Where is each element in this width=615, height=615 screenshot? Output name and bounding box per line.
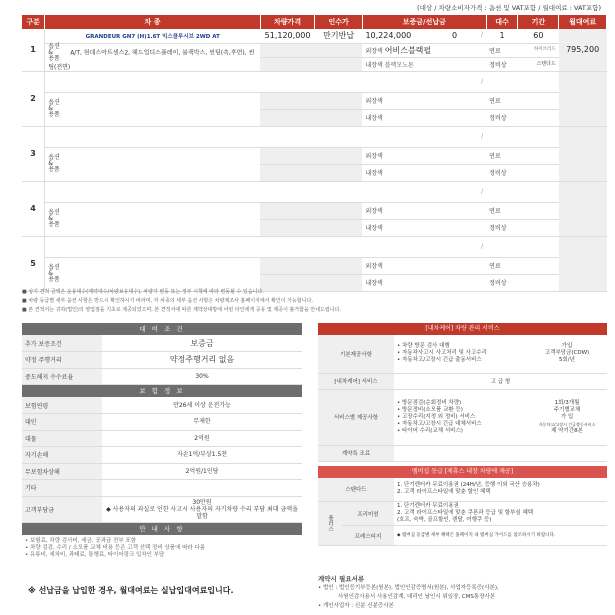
service-title: [내차케어] 차량 관리 서비스 <box>318 323 607 335</box>
table-row <box>22 447 302 464</box>
table-row <box>318 373 607 389</box>
repair-label: 정비상 <box>489 170 507 177</box>
options-cell <box>45 257 261 291</box>
exterior-cell <box>362 202 486 219</box>
table-row <box>22 335 302 352</box>
row-number: 5 <box>22 236 45 291</box>
row-key: [내차케어] 서비스 <box>318 373 394 389</box>
deposit-cell <box>362 236 486 257</box>
repair-cell <box>486 164 559 181</box>
row-value: 만26세 이상 운전가능 <box>102 397 302 414</box>
prepayment-footer-note: ※ 선납금을 납입한 경우, 월대여료는 실납입대여료입니다. <box>28 586 234 595</box>
options-cell <box>45 43 261 71</box>
select-list <box>394 389 527 445</box>
exterior-color: 어비스블랙펄 <box>384 45 432 55</box>
row-value: 약정주행거리 없음 <box>102 352 302 369</box>
deposit-cell <box>362 29 486 43</box>
quantity <box>486 71 518 92</box>
row-key: 추가 보증조건 <box>22 335 102 352</box>
takeover-type <box>315 236 363 257</box>
list-item: • 자동차사고시 사고처리 및 사고수리 <box>397 350 487 357</box>
repair-cell <box>486 219 559 236</box>
term-months <box>518 71 559 92</box>
header-no: 구분 <box>22 15 45 29</box>
list-item: • 방문점검(순회정비 차량) <box>397 399 462 406</box>
table-header-row <box>22 15 607 29</box>
options-label: 옵션 & 용품 <box>48 99 60 118</box>
row-key: 무보험차상해 <box>22 463 102 480</box>
fuel-cell <box>486 202 559 219</box>
list-item: 가 입 <box>560 413 574 420</box>
monthly-fee <box>559 126 607 181</box>
options-cell <box>45 92 261 126</box>
deposit-value: 10,224,000 <box>365 31 412 41</box>
header-monthly: 월대여료 <box>559 15 607 29</box>
exterior-label: 외장색 <box>365 98 383 105</box>
list-item: 2. 고객 라이프스타일에 맞춘 쿠폰과 등급 및 할부심 혜택 <box>397 510 534 516</box>
slash-divider: / <box>481 78 484 85</box>
required-documents <box>318 575 607 611</box>
slash-divider: / <box>481 188 484 195</box>
exterior-cell <box>362 147 486 164</box>
table-row <box>22 236 607 257</box>
interior-label: 내장색 <box>365 170 383 177</box>
row-number: 4 <box>22 181 45 236</box>
fuel-label: 연료 <box>489 263 501 270</box>
interior-color: 블랙모노톤 <box>384 61 414 69</box>
row-key: 스탠다드 <box>318 478 394 502</box>
fuel-cell <box>486 257 559 274</box>
monthly-fee <box>559 181 607 236</box>
fuel-label: 연료 <box>489 208 501 215</box>
repair-label: 정비상 <box>489 225 507 232</box>
guide-line: • 보험료, 차량 검사비, 세금, 공과금 전부 포함 <box>25 537 137 544</box>
list-item: (호프, 숙박, 골프할인, 렌탈, 여행쿠 등) <box>397 517 492 523</box>
takeover-type: 만기반납 <box>315 29 363 43</box>
table-row <box>22 480 302 497</box>
deposit-cell <box>362 181 486 202</box>
takeover-type <box>315 126 363 147</box>
membership-table <box>318 478 607 547</box>
list-item: 자동차고/고장시 긴급출동서비스 <box>538 421 596 427</box>
repair-cell <box>486 109 559 126</box>
table-row <box>22 147 607 164</box>
takeover-type <box>315 181 363 202</box>
vehicle-price <box>260 126 314 147</box>
header-deposit: 보증금/선납금 <box>362 15 486 29</box>
fuel-cell <box>486 92 559 109</box>
row-key: 계약특 조료 <box>318 445 394 461</box>
model-name: GRANDEUR GN7 (H)1.6T 익스클루시브 2WD AT <box>85 33 220 40</box>
table-row <box>22 496 302 522</box>
deposit-cell <box>362 71 486 92</box>
options-text: A/T, 현대스마트센스2, 헤드업디스플레이, 블랙박스, 썬팅(측,후면), 썬팅(전면) <box>48 49 255 71</box>
basic-list <box>394 335 527 373</box>
basic-values <box>527 335 607 373</box>
row-key: 자기손해 <box>22 447 102 464</box>
row-key: 고객부담금 <box>22 496 102 522</box>
options-label: 옵션 & 용품 <box>48 154 60 173</box>
row-value: 2억원 <box>102 430 302 447</box>
rental-terms-title: 대 여 조 건 <box>22 323 302 335</box>
interior-cell <box>362 57 486 71</box>
docs-line: • 법인 : 법인등기부등본(원본), 법인인감증명서(원본), 사업자등록증(사본), <box>318 585 499 591</box>
row-key: 기타 <box>22 480 102 497</box>
term-months: 60 <box>518 29 559 43</box>
row-number: 3 <box>22 126 45 181</box>
interior-cell <box>362 164 486 181</box>
prestige-note: ◆ 멤버십 등급별 세부 혜택은 홈페이지 내 멤버십 가이드를 참조하시기 바랍니다. <box>394 526 607 546</box>
exterior-cell <box>362 257 486 274</box>
fuel-cell <box>486 147 559 164</box>
header-price: 차량가격 <box>260 15 314 29</box>
table-row <box>22 202 607 219</box>
list-item: • 자동차고/고장시 긴급 대체서비스 <box>397 420 482 427</box>
term-months <box>518 181 559 202</box>
interior-label: 내장색 <box>365 225 383 232</box>
select-values <box>527 389 607 445</box>
note-line: ■ 상기 견적 금액은 운용대수(계약대수/차량보유대수), 차량가 변동 또는 정부 시책에 따라 변동될 수 있습니다. <box>22 289 264 295</box>
row-key: 약정 주행거리 <box>22 352 102 369</box>
fuel-type: 하이브리드 <box>534 46 556 52</box>
repair-plan: 스탠다드 <box>536 60 556 67</box>
term-months <box>518 236 559 257</box>
exterior-label: 외장색 <box>365 208 383 215</box>
table-row <box>22 430 302 447</box>
row-value: 자손1억/부상1.5천 <box>102 447 302 464</box>
row-key: 서비스별 제공사항 <box>318 389 394 445</box>
quantity <box>486 181 518 202</box>
repair-cell <box>486 57 559 71</box>
list-item: • 차량 방문 검사 대행 <box>397 343 450 350</box>
slash-divider: / <box>481 133 484 140</box>
repair-label: 정비상 <box>489 280 507 287</box>
table-row <box>22 352 302 369</box>
docs-line: 사원인감사용서 사용인감계, 대리인 날인시 위임장, CMS통장사본 <box>338 594 496 600</box>
membership-title: 멤버십 등급 [제휴스 내장 차량에 제공] <box>318 466 607 478</box>
header-model: 차 종 <box>45 15 261 29</box>
interior-label: 내장색 <box>365 280 383 287</box>
repair-label: 정비상 <box>489 115 507 122</box>
list-item: • 방문정비(소모품 교환 등) <box>397 406 463 413</box>
term-months <box>518 126 559 147</box>
table-row <box>22 368 302 385</box>
note-line: ■ 본 견적서는 귀하(법인)의 영업점을 기초로 제공되었으며, 본 견적서에 따른 계약상대방에 어떤 타인에게 공유 및 제공이 불가함을 안내드립니다. <box>22 307 341 313</box>
guide-text <box>22 535 302 562</box>
row-key: 프레스티지 <box>342 526 394 546</box>
insurance-table <box>22 397 302 523</box>
table-row <box>22 43 607 57</box>
list-item: 제 약기간8본 <box>551 427 583 434</box>
table-row <box>318 445 607 461</box>
fuel-label: 연료 <box>489 98 501 105</box>
repair-label: 정비상 <box>489 61 507 69</box>
guide-line: • 유류비, 세차비, 과태료, 통행료, 타이어펑크 입차인 부담 <box>25 551 165 558</box>
table-row <box>318 389 607 445</box>
list-item: 1. 단기렌터카 무료이용권 (24H/년, 등행 이외 국산 승용차) <box>397 482 540 489</box>
table-row <box>22 126 607 147</box>
exterior-label: 외장색 <box>365 263 383 270</box>
interior-cell <box>362 109 486 126</box>
left-panel <box>22 323 302 562</box>
takeover-type <box>315 71 363 92</box>
list-item: 주기별교체 <box>553 406 581 413</box>
row-key: 기본제공사항 <box>318 335 394 373</box>
exterior-cell <box>362 92 486 109</box>
list-item: • 고장수리(지정 외 정비) 서비스 <box>397 413 476 420</box>
docs-title: 계약시 필요서류 <box>318 575 365 583</box>
fuel-cell <box>486 43 559 57</box>
exterior-label: 외장색 <box>365 47 383 55</box>
vehicle-price <box>260 181 314 202</box>
table-row <box>22 71 607 92</box>
interior-cell <box>362 219 486 236</box>
guide-title: 안 내 사 항 <box>22 523 302 535</box>
note-line: ■ 차량 등급별 세부 옵션 사항은 반드시 확인하시기 바라며, 각 차종의 세부 옵션 사항은 차량제조사 홈페이지에서 확인이 가능합니다. <box>22 298 313 304</box>
options-cell <box>45 147 261 181</box>
prepay-value: 0 <box>452 31 458 41</box>
table-row <box>22 257 607 274</box>
exterior-cell <box>362 43 486 57</box>
table-row <box>22 29 607 43</box>
header-takeover: 인수가 <box>315 15 363 29</box>
fuel-label: 연료 <box>489 47 501 55</box>
table-row <box>22 92 607 109</box>
vehicle-quote-table <box>22 15 607 292</box>
quantity <box>486 126 518 147</box>
fuel-label: 연료 <box>489 153 501 160</box>
row-key: 중도해지 수수료율 <box>22 368 102 385</box>
rental-terms-table <box>22 335 302 385</box>
table-row <box>318 526 607 546</box>
row-number: 2 <box>22 71 45 126</box>
interior-label: 내장색 <box>365 115 383 122</box>
row-key: 보험연령 <box>22 397 102 414</box>
list-item: 1회/3개월 <box>554 399 580 406</box>
service-table <box>318 335 607 462</box>
interior-label: 내장색 <box>365 61 383 69</box>
table-row <box>22 397 302 414</box>
row-key: 프리미엄 <box>342 502 394 526</box>
row-value: 보증금 <box>102 335 302 352</box>
quote-notes <box>22 288 607 315</box>
row-group-key: 플러스 <box>318 502 342 546</box>
options-label: 옵션 & 용품 <box>48 42 60 62</box>
insurance-title: 보 험 정 보 <box>22 385 302 397</box>
table-row <box>318 335 607 373</box>
header-qty: 대수 <box>486 15 518 29</box>
header-term: 기간 <box>518 15 559 29</box>
monthly-fee <box>559 236 607 291</box>
list-item: 5회/년 <box>559 357 575 364</box>
options-label: 옵션 & 용품 <box>48 209 60 228</box>
premium-benefits <box>394 502 607 526</box>
options-cell <box>45 202 261 236</box>
vehicle-price: 51,120,000 <box>260 29 314 43</box>
list-item: 1. 단기렌터카 무료이용권 <box>397 503 459 509</box>
table-row <box>22 181 607 202</box>
exterior-label: 외장색 <box>365 153 383 160</box>
table-row <box>318 502 607 526</box>
row-key: 대인 <box>22 414 102 431</box>
price-basis-note: (대상 / 차량소비자가격 : 옵션 및 VAT포함 / 월대여료 : VAT포함) <box>417 4 601 12</box>
docs-line: • 개인사업자 : 신분 신분증사본 <box>318 603 394 609</box>
row-value: 무제한 <box>102 414 302 431</box>
vehicle-price <box>260 236 314 257</box>
monthly-fee <box>559 71 607 126</box>
list-item: 고객부담금(CDW) <box>544 350 590 357</box>
list-item: 2. 고객 라이프스타일에 맞춘 할인 혜택 <box>397 489 491 496</box>
guide-line: • 차량 검검, 수리 / 소모품 교체 비용 등은 고객 선택 정비 상품에 따라 다름 <box>25 544 206 551</box>
table-row <box>22 414 302 431</box>
table-row <box>318 478 607 502</box>
row-value: 30만원 ◆ 사용자의 과실로 인한 사고시 사용자의 자기차량 수리 부담 최대 금액을 말함 <box>102 496 302 522</box>
row-key: 대물 <box>22 430 102 447</box>
list-item: • 자동차고/고장시 긴급 출동서비스 <box>397 357 482 364</box>
row-value: 2억원/1인당 <box>102 463 302 480</box>
row-value <box>102 480 302 497</box>
monthly-fee: 795,200 <box>559 29 607 71</box>
row-value: 고 급 형 <box>394 373 607 389</box>
quantity <box>486 236 518 257</box>
right-panel <box>318 323 607 546</box>
row-value: 30% <box>102 368 302 385</box>
row-number: 1 <box>22 29 45 71</box>
options-label: 옵션 & 용품 <box>48 264 60 283</box>
list-item: 가입 <box>561 343 573 350</box>
table-row <box>22 463 302 480</box>
slash-divider: / <box>481 243 484 250</box>
deposit-cell <box>362 126 486 147</box>
standard-benefits <box>394 478 607 502</box>
list-item: • 타이어 수리(교체 서비스) <box>397 427 463 434</box>
quantity: 1 <box>486 29 518 43</box>
vehicle-price <box>260 71 314 92</box>
slash-divider: / <box>481 31 484 39</box>
